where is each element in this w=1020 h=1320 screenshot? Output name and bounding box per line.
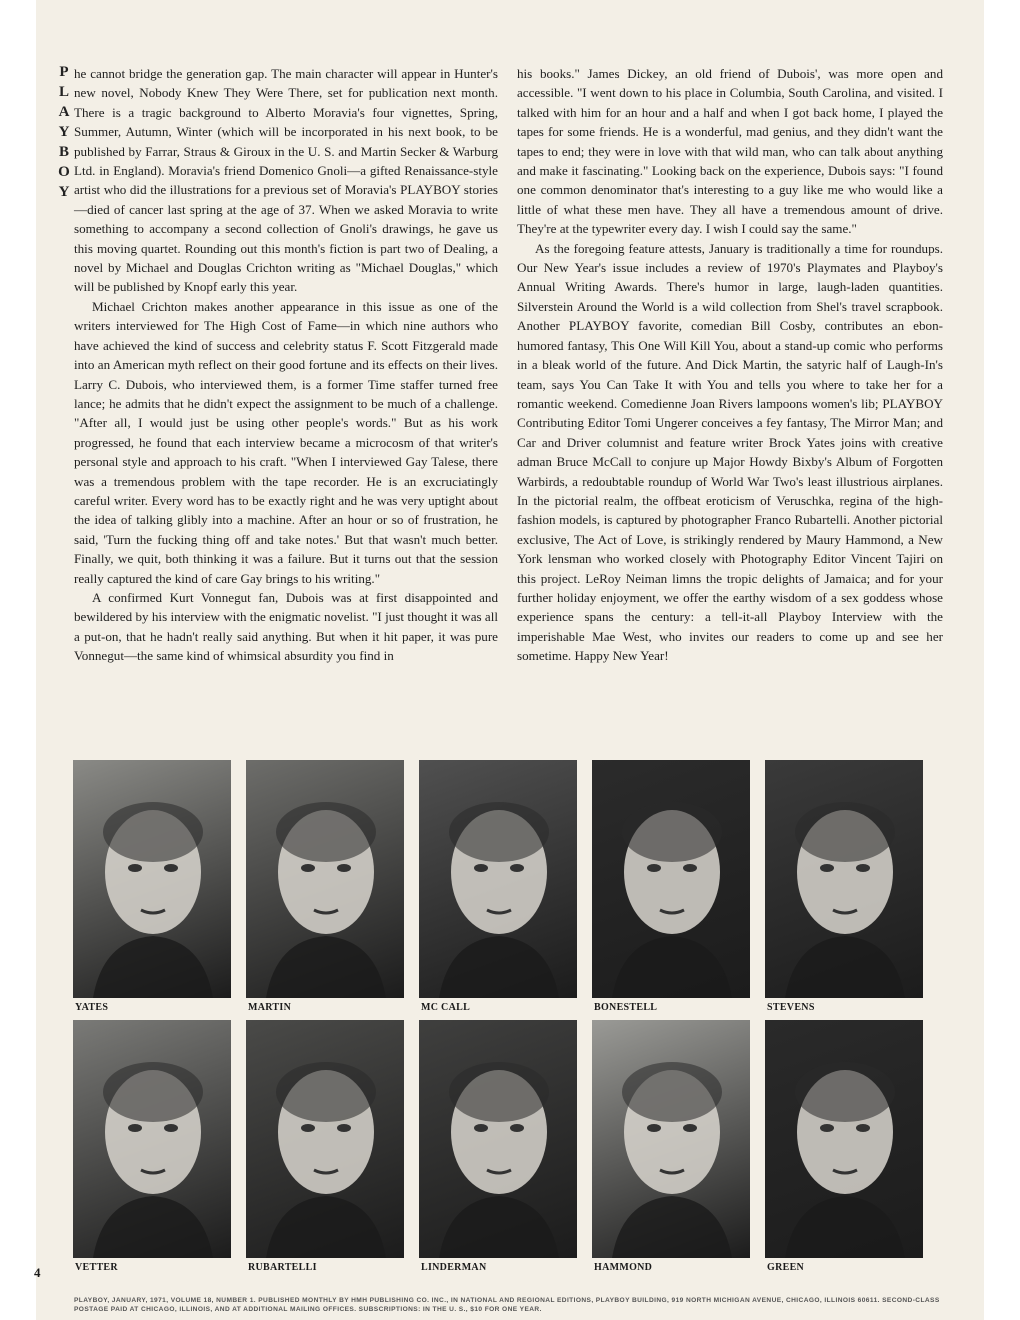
- portrait-silhouette: [73, 1020, 231, 1258]
- portrait-silhouette: [419, 760, 577, 998]
- portrait-caption: RUBARTELLI: [248, 1262, 317, 1273]
- paragraph: A confirmed Kurt Vonnegut fan, Dubois was at first disappointed and bewildered by his interview with the enigmatic novelist. "I just thought it was all a put-on, that he hadn't really said anything. But when it hit paper, it was pure Vonnegut—the same kind of whimsical absurdity you find in: [74, 589, 498, 664]
- portrait-photo: [765, 760, 923, 998]
- portrait-photo: [246, 1020, 404, 1258]
- portrait-caption: YATES: [75, 1002, 109, 1013]
- portrait-silhouette: [246, 1020, 404, 1258]
- paragraph: he cannot bridge the generation gap. The main character will appear in Hunter's new novel, Nobody Knew They Were There, set for publication next month. There is a tragic background to Alberto Moravia's four vignettes, Spring, Summer, Autumn, Winter (which will be incorporated in his next book, to be published by Farrar, Straus & Giroux in the U. S. and Martin Secker & Warburg Ltd. in England). Moravia's friend Domenico Gnoli—a gifted Renaissance-style artist who did the illustrations for a previous set of Moravia's PLAYBOY stories—died of cancer last spring at the age of 37. When we asked Moravia to write something to accompany a second collection of Gnoli's drawings, he gave us this moving quartet. Rounding out this month's fiction is part two of Dealing, a novel by Michael and Douglas Crichton writing as "Michael Douglas," which will be published by Knopf early this year.: [74, 66, 498, 295]
- magazine-page: [36, 0, 984, 1320]
- paragraph: As the foregoing feature attests, January is traditionally a time for roundups. Our New Year's issue includes a review of 1970's Playmates and Playboy's Annual Writing Awards. There's humor in large, laugh-laden quantities. Silverstein Around the World is a wild collection from Shel's travel scrapbook. Another PLAYBOY favorite, comedian Bill Cosby, contributes an ebon-humored fantasy, This One Will Kill You, about a stand-up comic who performs in a bleak world of the future. And Dick Martin, the satyric half of Laugh-In's team, says You Can Take It with You and tells you where to take her for a romantic weekend. Comedienne Joan Rivers lampoons women's lib; PLAYBOY Contributing Editor Tomi Ungerer conceives a fey fantasy, The Mirror Man; and Car and Driver columnist and feature writer Brock Yates joins with creative adman Bruce McCall to conjure up Major Howdy Bixby's Album of Forgotten Warbirds, a redoubtable roundup of World War Two's least illustrious airplanes. In the pictorial realm, the offbeat eroticism of Veruschka, regina of the high-fashion models, is captured by photographer Franco Rubartelli. Another pictorial exclusive, The Act of Love, is strikingly rendered by Maury Hammond, a New York lensman who worked closely with Photography Editor Vincent Tajiri on this project. LeRoy Neiman limns the tropic delights of Jamaica; and for your further holiday enjoyment, we offer the earthy wisdom of a sex goddess whose experience spans the century: a tell-it-all Playboy Interview with the imperishable Mae West, who invites our readers to come up and see her sometime. Happy New Year!: [517, 240, 943, 664]
- portrait-caption: BONESTELL: [594, 1002, 658, 1013]
- portrait-caption: MC CALL: [421, 1002, 471, 1013]
- portrait-caption: HAMMOND: [594, 1262, 653, 1273]
- article-column-left: [74, 64, 498, 666]
- portrait-photo: [73, 1020, 231, 1258]
- portrait-photo: [419, 760, 577, 998]
- paragraph: Michael Crichton makes another appearance in this issue as one of the writers interviewed for The High Cost of Fame—in which nine authors who have achieved the kind of success and celebrity status F. Scott Fitzgerald made into an American myth reflect on their good fortune and its effects on their lives. Larry C. Dubois, who interviewed them, is a former Time staffer turned free lance; he admits that he didn't expect the assignment to be much of a challenge. "After all, I would just be using other people's words." But as his work progressed, he found that each interview became a microcosm of that writer's personal style and approach to his craft. "When I interviewed Gay Talese, there was a tremendous problem with the tape recorder. He is an excruciatingly careful writer. Every word has to be exactly right and he was very uptight about the idea of talking glibly into a machine. After an hour or so of frustration, he said, 'Turn the fucking thing off and take notes.' But that wasn't much better. Finally, we quit, both thinking it was a failure. But it turns out that the session really captured the kind of care Gay brings to his writing.": [74, 298, 498, 586]
- portrait-photo: [592, 760, 750, 998]
- portrait-caption: VETTER: [75, 1262, 118, 1273]
- portrait-caption: LINDERMAN: [421, 1262, 487, 1273]
- portrait-caption: STEVENS: [767, 1002, 815, 1013]
- portrait-grid: [73, 760, 955, 1280]
- page-number: 4: [34, 1265, 41, 1280]
- article-column-right: [517, 64, 943, 666]
- portrait-silhouette: [592, 760, 750, 998]
- portrait-silhouette: [765, 760, 923, 998]
- portrait-photo: [592, 1020, 750, 1258]
- portrait-caption: GREEN: [767, 1262, 805, 1273]
- publication-footer: PLAYBOY, JANUARY, 1971, VOLUME 18, NUMBER 1. PUBLISHED MONTHLY BY HMH PUBLISHING CO. INC., IN NATIONAL AND REGIONAL EDITIONS, PLAYBOY BUILDING, 919 NORTH MICHIGAN AVENUE, CHICAGO, ILLINOIS 60611. SECOND-CLASS POSTAGE PAID AT CHICAGO, ILLINOIS, AND AT ADDITIONAL MAILING OFFICES. SUBSCRIPTIONS: IN THE U. S., $10 FOR ONE YEAR.: [74, 1297, 940, 1313]
- vertical-masthead: P L A Y B O Y: [58, 64, 70, 200]
- paragraph: his books." James Dickey, an old friend of Dubois', was more open and accessible. "I went down to his place in Columbia, South Carolina, and visited. I talked with him for an hour and a half and when I got back home, I played the tapes for some friends. He is a wonderful, mad genius, and they didn't want the tapes to end; they were in love with that wild man, who can talk about anything and make it fascinating." Looking back on the experience, Dubois says: "I found one common denominator that's interesting to a guy like me who would like a little of what these men have. They all have a tremendous amount of drive. They're at the typewriter every day. I wish I could say the same.": [517, 66, 943, 237]
- portrait-silhouette: [246, 760, 404, 998]
- portrait-silhouette: [765, 1020, 923, 1258]
- portrait-silhouette: [73, 760, 231, 998]
- portrait-photo: [419, 1020, 577, 1258]
- portrait-photo: [765, 1020, 923, 1258]
- portrait-photo: [246, 760, 404, 998]
- portrait-photo: [73, 760, 231, 998]
- portrait-caption: MARTIN: [248, 1002, 292, 1013]
- portrait-silhouette: [592, 1020, 750, 1258]
- portrait-silhouette: [419, 1020, 577, 1258]
